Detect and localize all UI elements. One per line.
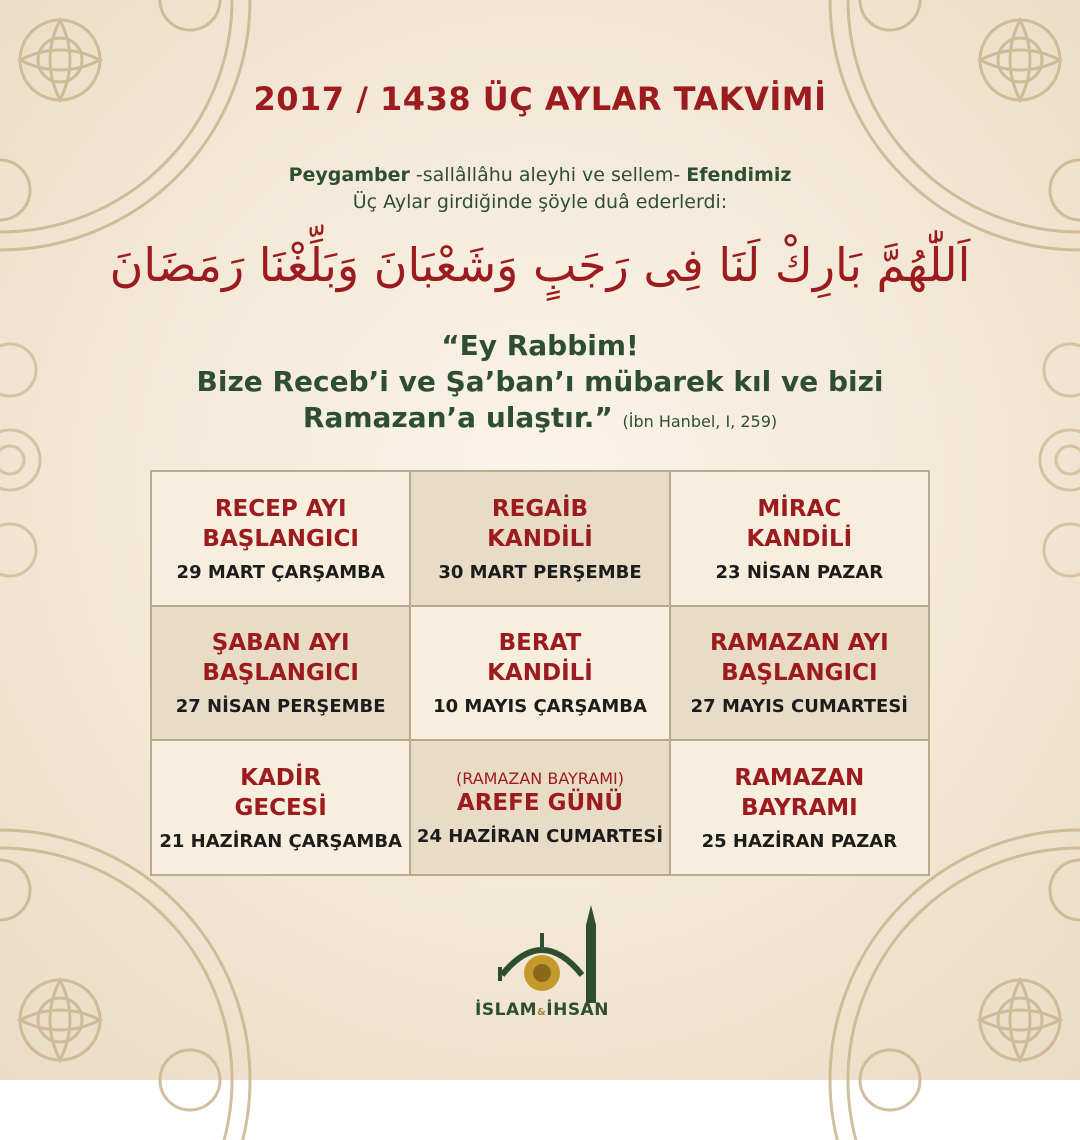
event-name-line-2: KANDİLİ (487, 525, 593, 552)
event-date: 10 MAYIS ÇARŞAMBA (433, 696, 647, 718)
intro-line-2: Üç Aylar girdiğinde şöyle duâ ederlerdi: (352, 191, 728, 213)
calendar-cell (151, 740, 410, 875)
event-name-line-1: REGAİB (491, 495, 589, 522)
intro-bold-1: Peygamber (288, 164, 410, 186)
event-date: 24 HAZİRAN CUMARTESİ (416, 825, 664, 847)
event-name-line-1: RAMAZAN (734, 765, 865, 792)
event-name-line-1: ŞABAN AYI (211, 630, 350, 657)
event-name-line-1: KADİR (240, 765, 322, 792)
event-date: 30 MART PERŞEMBE (438, 561, 642, 583)
quote-line-3-text: Ramazan’a ulaştır.” (302, 401, 613, 434)
calendar-cell (151, 471, 410, 606)
calendar-cell (151, 606, 410, 741)
calendar-cell (410, 606, 669, 741)
event-name-line-1: MİRAC (757, 495, 842, 522)
event-name-line-1: AREFE GÜNÜ (456, 789, 624, 816)
quote-line-2: Bize Receb’i ve Şa’ban’ı mübarek kıl ve bizi (196, 365, 884, 398)
logo-part-2: İHSAN (546, 1000, 609, 1020)
event-date: 27 NİSAN PERŞEMBE (175, 696, 386, 718)
calendar-cell (670, 471, 929, 606)
quote-line-3 (0, 400, 1080, 440)
intro-bold-2: Efendimiz (686, 164, 792, 186)
logo-ampersand: & (537, 1007, 547, 1018)
event-date: 23 NİSAN PAZAR (715, 561, 884, 583)
calendar-cell (410, 740, 669, 875)
intro-text (0, 162, 1080, 216)
intro-line-1 (0, 162, 1080, 189)
calendar-cell (670, 740, 929, 875)
intro-honorific: -sallâllâhu aleyhi ve sellem- (415, 164, 681, 186)
event-prefix: (RAMAZAN BAYRAMI) (455, 768, 624, 788)
event-name-line-2: BAŞLANGICI (202, 660, 359, 687)
event-date: 25 HAZİRAN PAZAR (701, 831, 898, 853)
event-date: 29 MART ÇARŞAMBA (176, 561, 385, 583)
quote-block (0, 328, 1080, 440)
event-name-line-2: KANDİLİ (487, 660, 593, 687)
page-title: 2017 / 1438 ÜÇ AYLAR TAKVİMİ (253, 80, 827, 118)
event-name-line-2: BAŞLANGICI (721, 660, 878, 687)
event-name-line-2: BAYRAMI (740, 795, 858, 822)
event-date: 21 HAZİRAN ÇARŞAMBA (159, 831, 402, 853)
calendar-grid (150, 470, 930, 876)
logo-part-1: İSLAM (475, 1000, 538, 1020)
event-name-line-2: GECESİ (234, 795, 327, 822)
event-name-line-1: BERAT (498, 630, 582, 657)
logo-wordmark (467, 1000, 617, 1020)
event-name-line-1: RAMAZAN AYI (709, 630, 889, 657)
calendar-cell (670, 606, 929, 741)
arabic-prayer: اَللّٰهُمَّ بَارِكْ لَنَا فِى رَجَبٍ وَشَعْبَانَ وَبَلِّغْنَا رَمَضَانَ (109, 238, 971, 292)
quote-line-1: “Ey Rabbim! (441, 329, 639, 362)
event-name-line-2: KANDİLİ (746, 525, 853, 552)
event-name-line-2: BAŞLANGICI (202, 525, 359, 552)
quote-source: (İbn Hanbel, I, 259) (622, 412, 778, 431)
event-name-line-1: RECEP AYI (214, 495, 347, 522)
calendar-cell (410, 471, 669, 606)
event-date: 27 MAYIS CUMARTESİ (690, 696, 908, 718)
